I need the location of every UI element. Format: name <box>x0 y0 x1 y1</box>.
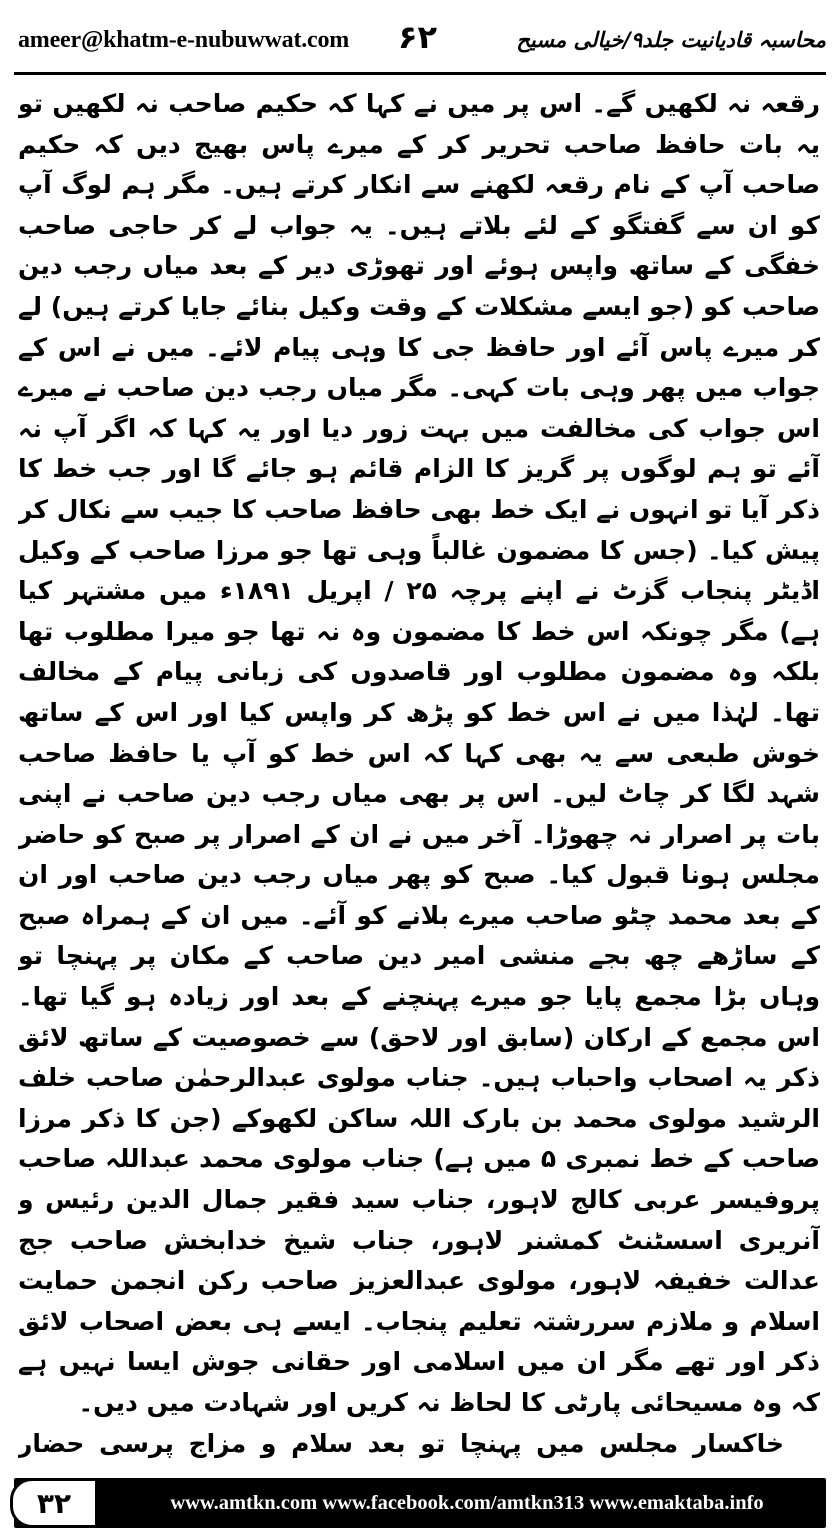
page-footer <box>14 1478 826 1528</box>
footer-page-number: ۳۲ <box>10 1478 98 1528</box>
header-page-number: ۶۲ <box>398 18 438 56</box>
paragraph-2: خاکسار مجلس میں پہنچا تو بعد سلام و مزاج پرسی حضار <box>18 1428 784 1458</box>
paragraph-1: رقعہ نہ لکھیں گے۔ اس پر میں نے کہا کہ حکیم صاحب نہ لکھیں تو یہ بات حافظ صاحب تحریر کر کے میرے پاس بھیج دیں کہ حکیم صاحب آپ کے نام رقعہ لکھنے سے انکار کرتے ہیں۔ مگر ہم لوگ آپ کو ان سے گفتگو کے لئے بلاتے ہیں۔ یہ جواب لے کر حاجی صاحب خفگی کے ساتھ واپس ہوئے اور تھوڑی دیر کے بعد میاں رجب دین صاحب کو (جو ایسے مشکلات کے وقت وکیل بنائے جایا کرتے ہیں) لے کر میرے پاس آئے اور حافظ جی کا وہی پیام لائے۔ میں نے اس کے جواب میں پھر وہی بات کہی۔ مگر میاں رجب دین صاحب نے میرے اس جواب کی مخالفت میں بہت زور دیا اور یہ کہا کہ اگر آپ نہ آئے تو ہم لوگوں پر گریز کا الزام قائم ہو جائے گا اور جب خط کا ذکر آیا تو انہوں نے ایک خط بھی حافظ صاحب کا جیب سے نکال کر پیش کیا۔ (جس کا مضمون غالباً وہی تھا جو مرزا صاحب کے وکیل اڈیٹر پنجاب گزٹ نے اپنے پرچہ ۲۵ / اپریل ۱۸۹۱ء میں مشتہر کیا ہے) مگر چونکہ اس خط کا مضمون وہ نہ تھا جو میرا مطلوب تھا بلکہ وہ مضمون مطلوب اور قاصدوں کی زبانی پیام کے مخالف تھا۔ لہٰذا میں نے اس خط کو پڑھ کر واپس کیا اور اس کے ساتھ خوش طبعی سے یہ بھی کہا کہ اس خط کو آپ یا حافظ صاحب شہد لگا کر چاٹ لیں۔ اس پر بھی میاں رجب دین صاحب نے اپنی بات پر اصرار نہ چھوڑا۔ آخر میں نے ان کے اصرار پر صبح کو حاضر مجلس ہونا قبول کیا۔ صبح کو پھر میاں رجب دین صاحب اور ان کے بعد محمد چٹو صاحب میرے بلانے کو آئے۔ میں ان کے ہمراہ صبح کے ساڑھے چھ بجے منشی امیر دین صاحب کے مکان پر پہنچا تو وہاں بڑا مجمع پایا جو میرے پہنچنے کے بعد اور زیادہ ہو گیا تھا۔ اس مجمع کے ارکان (سابق اور لاحق) سے خصوصیت کے ساتھ لائق ذکر یہ اصحاب واحباب ہیں۔ جناب مولوی عبدالرحمٰن صاحب خلف الرشید مولوی محمد بن بارک اللہ ساکن لکھوکے (جن کا ذکر مرزا صاحب کے خط نمبری ۵ میں ہے) جناب مولوی محمد عبداللہ صاحب پروفیسر عربی کالج لاہور، جناب سید فقیر جمال الدین رئیس و آنریری اسسٹنٹ کمشنر لاہور، جناب شیخ خدابخش صاحب جج عدالت خفیفہ لاہور، مولوی عبدالعزیز صاحب رکن انجمن حمایت اسلام و ملازم سررشتہ تعلیم پنجاب۔ ایسے ہی بعض اصحاب لائق ذکر اور تھے مگر ان میں اسلامی اور حقانی جوش ایسا نہیں ہے کہ وہ مسیحائی پارٹی کا لحاظ نہ کریں اور شہادت میں دیں۔ <box>18 89 820 1417</box>
page-header <box>18 14 826 66</box>
header-divider <box>14 72 826 75</box>
header-title: محاسبہ قادیانیت جلد۹/خیالی مسیح <box>516 28 826 52</box>
header-email: ameer@khatm-e-nubuwwat.com <box>18 26 350 53</box>
body-text <box>18 84 820 1466</box>
footer-urls: www.amtkn.com www.facebook.com/amtkn313 www.emaktaba.info <box>170 1491 764 1514</box>
